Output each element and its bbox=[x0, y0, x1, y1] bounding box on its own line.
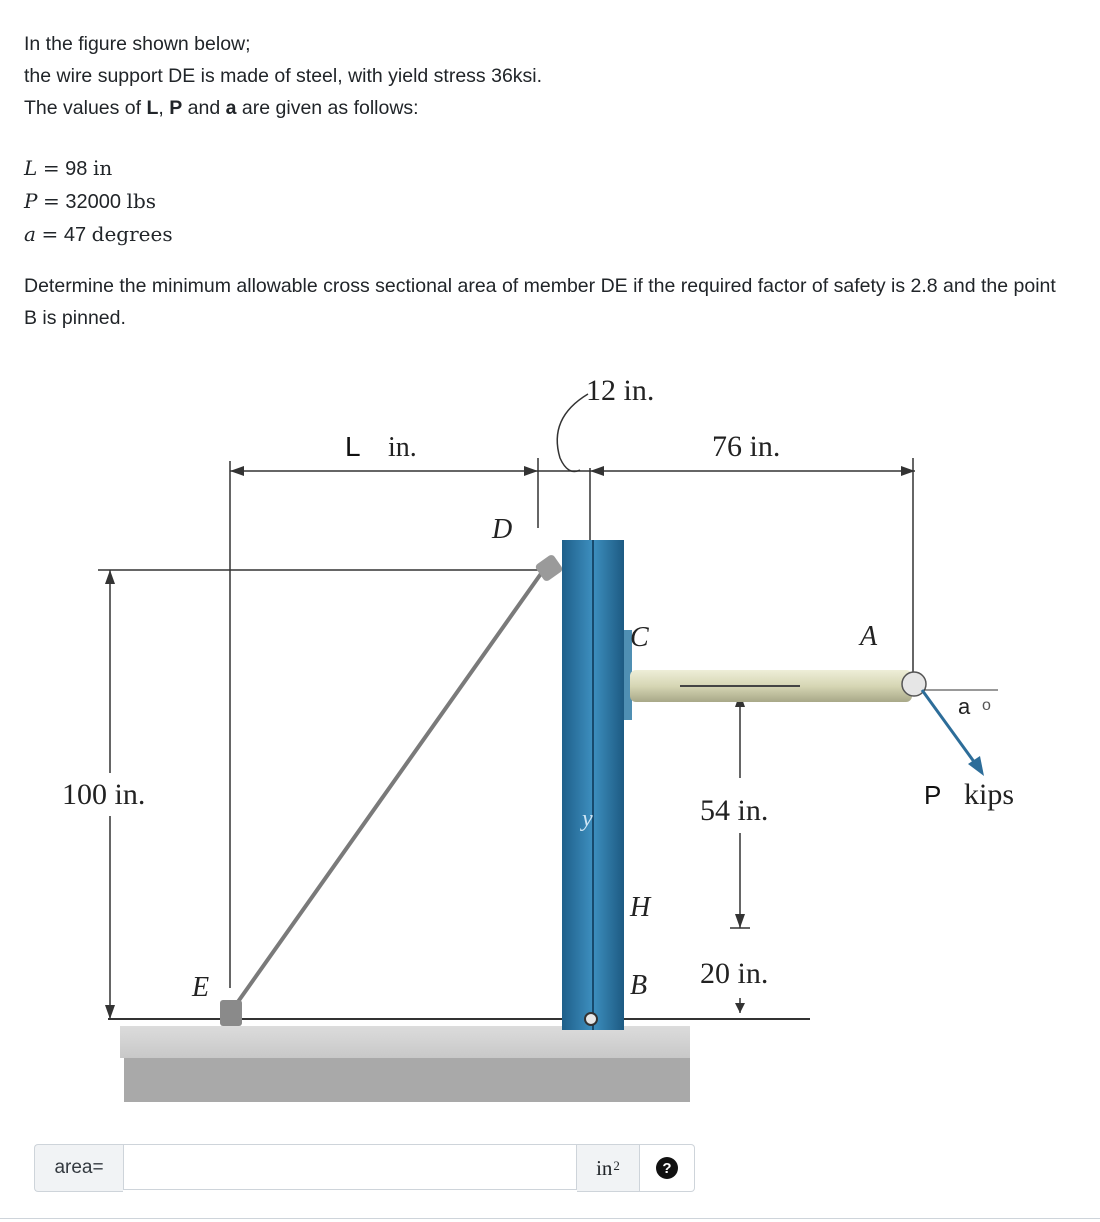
help-button[interactable] bbox=[640, 1144, 695, 1192]
horizontal-arm bbox=[630, 670, 926, 702]
anchor-E bbox=[220, 1000, 242, 1026]
load-label-unit: kips bbox=[964, 778, 1015, 811]
load-label-P: P bbox=[924, 780, 942, 810]
problem-statement: Determine the minimum allowable cross sectional area of member DE if the required factor of safety is 2.8 and the point B is pinned. bbox=[24, 275, 1056, 329]
area-input[interactable] bbox=[123, 1144, 577, 1190]
point-label-E: E bbox=[192, 972, 210, 1003]
help-icon[interactable]: ? bbox=[656, 1157, 678, 1179]
point-label-B: B bbox=[630, 970, 648, 1001]
given-L: L = 98 in bbox=[24, 156, 113, 180]
answer-group bbox=[34, 1144, 695, 1192]
question-line-1: In the figure shown below; bbox=[24, 33, 251, 55]
point-label-H: H bbox=[630, 892, 651, 923]
wire-DE bbox=[230, 568, 545, 1013]
dim-label-20: 20 in. bbox=[700, 957, 769, 990]
question-line-2: the wire support DE is made of steel, with yield stress 36ksi. bbox=[24, 65, 543, 87]
dim-label-100: 100 in. bbox=[62, 778, 146, 811]
axis-label-y: y bbox=[582, 806, 593, 832]
question-line-3: The values of L, P and a are given as follows: bbox=[24, 97, 419, 119]
dim-label-54: 54 in. bbox=[700, 794, 769, 827]
answer-unit: in $^2$ bbox=[577, 1144, 640, 1192]
given-values bbox=[24, 152, 173, 251]
structure-figure bbox=[40, 358, 1040, 1108]
angle-label: a bbox=[958, 694, 971, 719]
question-text bbox=[24, 28, 1064, 124]
given-P: P = 32000 lbs bbox=[24, 189, 157, 213]
point-label-D: D bbox=[492, 514, 513, 545]
angle-degree: o bbox=[982, 697, 991, 714]
point-label-C: C bbox=[630, 622, 649, 653]
bottom-divider bbox=[0, 1218, 1100, 1219]
point-label-A: A bbox=[860, 621, 878, 652]
dim-label-L: L bbox=[345, 431, 361, 462]
dim-label-12: 12 in. bbox=[586, 374, 655, 407]
dim-label-76: 76 in. bbox=[712, 430, 781, 463]
vertical-post bbox=[562, 540, 632, 1030]
dim-label-L-unit: in. bbox=[388, 432, 417, 463]
answer-label: area= bbox=[34, 1144, 123, 1192]
base-slab bbox=[120, 1026, 690, 1102]
given-a: a = 47 degrees bbox=[24, 222, 173, 246]
dimension-100 bbox=[98, 570, 538, 1019]
